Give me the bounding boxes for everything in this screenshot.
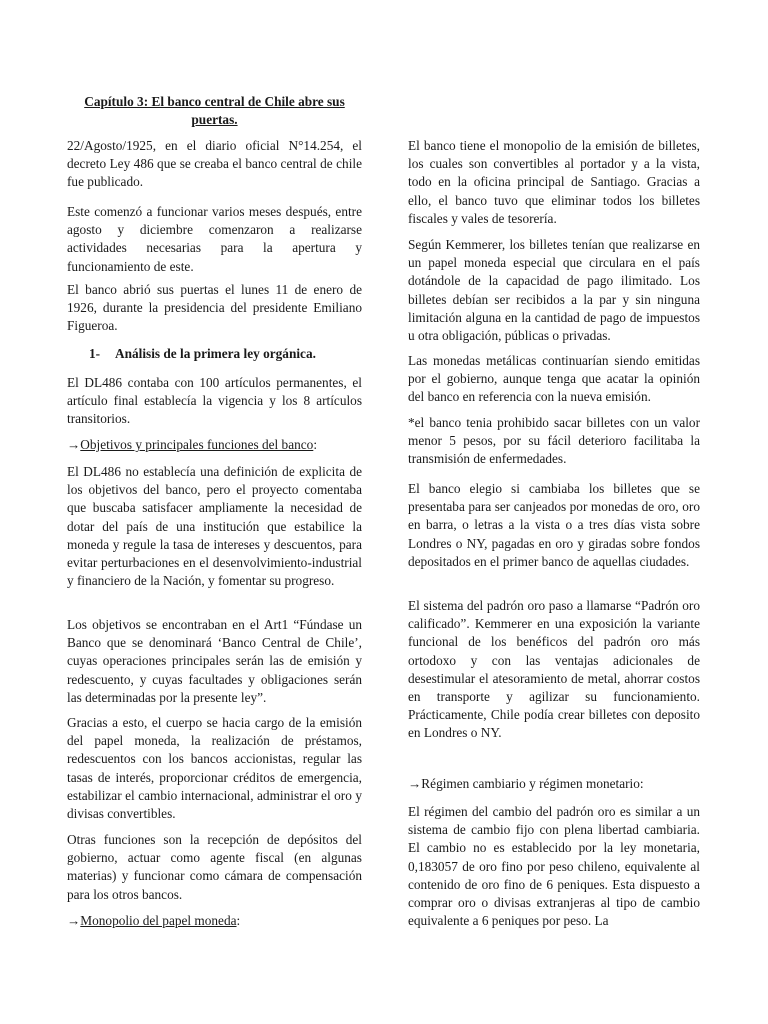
paragraph: El sistema del padrón oro paso a llamarse “Padrón oro calificado”. Kemmerer en una exposición la variante funcional de los benéficos del padrón oro más ortodoxo y con las ventajas adicionales de desestimular el atesoramiento de metal, ahorrar costos en transporte y agilizar su funcionamiento. Prácticamente, Chile podía crear billetes con deposito en Londres o NY. xyxy=(408,598,700,741)
subheading-objetivos xyxy=(67,436,362,454)
subheading-colon: : xyxy=(313,437,318,452)
paragraph: El DL486 no establecía una definición de explicita de los objetivos del banco, pero el proyecto comentaba que buscaba satisfacer ampliamente la necesidad de dotar del país de una institución que estabilice la moneda y regule la tasa de intereses y descuentos, para evitar perturbaciones en el desenvolvimiento-industrial y financiero de la Nación, y fomentar su progreso. xyxy=(67,464,362,589)
paragraph: Los objetivos se encontraban en el Art1 “Fúndase un Banco que se denominará ‘Banco Central de Chile’, cuyas operaciones principales serán las de emisión y redescuento, y cuyas facultades y obligaciones serán las determinadas por la presente ley”. xyxy=(67,617,362,705)
subheading-monopolio xyxy=(67,912,362,930)
paragraph: Gracias a esto, el cuerpo se hacia cargo de la emisión del papel moneda, la realización de préstamos, redescuentos con los bancos accionistas, regular las tasas de interés, proporcionar créditos de emergencia, estabilizar el cambio internacional, administrar el oro y divisas convertibles. xyxy=(67,715,362,822)
paragraph: El DL486 contaba con 100 artículos permanentes, el artículo final establecía la vigencia y los 8 artículos transitorios. xyxy=(67,375,362,427)
paragraph: Otras funciones son la recepción de depósitos del gobierno, actuar como agente fiscal (en algunas materias) y funcionar como cámara de compensación para los otros bancos. xyxy=(67,832,362,902)
paragraph: Según Kemmerer, los billetes tenían que realizarse en un papel moneda especial que circulara en el país dotándole de la capacidad de pago ilimitado. Los billetes debían ser recibidos a la par y sin ninguna limitación alguna en la cantidad de pago de impuestos u otra obligación, públicas o privadas. xyxy=(408,237,700,344)
section-number: 1- xyxy=(89,346,101,361)
page-title: Capítulo 3: El banco central de Chile abre sus puertas. xyxy=(84,94,345,127)
paragraph: El régimen del cambio del padrón oro es similar a un sistema de cambio fijo con plena libertad cambiaria. El cambio no es establecido por la ley monetaria, 0,183057 de oro fino por peso chileno, equivalente al contenido de oro fino de 6 peniques. Esta dispuesto a comprar oro o divisas extranjeras al tipo de cambio equivalente a 6 peniques por peso. La xyxy=(408,804,700,929)
section-heading xyxy=(67,345,362,363)
subheading-text: Monopolio del papel moneda xyxy=(80,913,237,928)
paragraph: El banco elegio si cambiaba los billetes que se presentaba para ser canjeados por monedas de oro, oro en barra, o letras a la vista o a tres días vista sobre Londres o NY, pagadas en oro y giradas sobre fondos depositados en el primer banco de aquellas ciudades. xyxy=(408,481,700,569)
paragraph: *el banco tenia prohibido sacar billetes con un valor menor 5 pesos, por su fácil deterioro facilitaba la transmisión de enfermedades. xyxy=(408,415,700,467)
paragraph: Este comenzó a funcionar varios meses después, entre agosto y diciembre comenzaron a realizarse actividades necesarias para la apertura y funcionamiento de este. xyxy=(67,204,362,274)
subheading-regimen xyxy=(408,775,700,793)
arrow-right-icon: → xyxy=(67,913,81,928)
subheading-text: Objetivos y principales funciones del banco xyxy=(80,437,314,452)
paragraph: El banco abrió sus puertas el lunes 11 de enero de 1926, durante la presidencia del presidente Emiliano Figueroa. xyxy=(67,282,362,334)
arrow-right-icon: → xyxy=(67,437,81,452)
paragraph: El banco tiene el monopolio de la emisión de billetes, los cuales son convertibles al portador y a la vista, todo en la oficina principal de Santiago. Gracias a ello, el banco tuvo que eliminar todos los billetes fiscales y vales de tesorería. xyxy=(408,138,700,226)
subheading-text: Régimen cambiario y régimen monetario: xyxy=(421,776,644,791)
subheading-colon: : xyxy=(236,913,241,928)
section-heading-text: Análisis de la primera ley orgánica. xyxy=(115,346,316,361)
paragraph: Las monedas metálicas continuarían siendo emitidas por el gobierno, aunque tenga que acatar la opinión del banco en referencia con la nueva emisión. xyxy=(408,353,700,405)
paragraph: 22/Agosto/1925, en el diario oficial N°14.254, el decreto Ley 486 que se creaba el banco central de chile fue publicado. xyxy=(67,138,362,190)
arrow-right-icon: → xyxy=(408,776,422,791)
